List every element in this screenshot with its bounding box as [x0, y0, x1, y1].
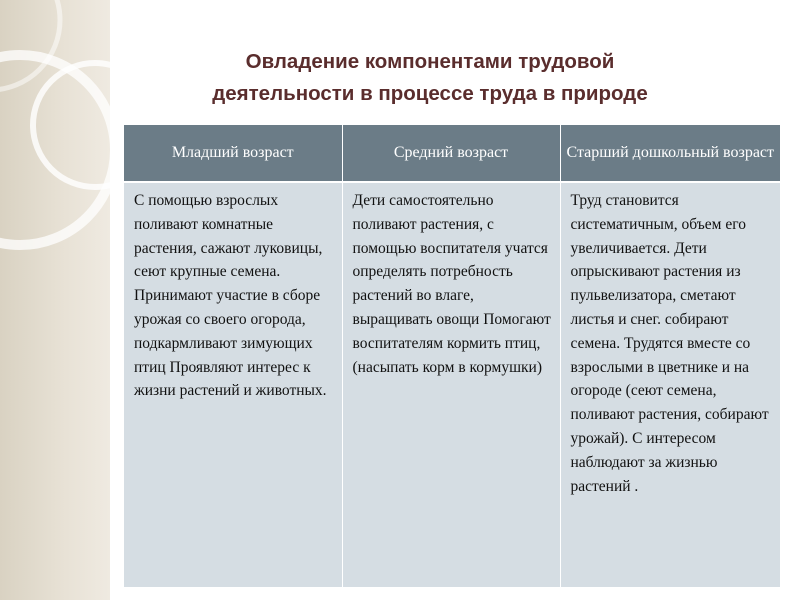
table-header-row	[124, 125, 780, 182]
header-middle-age: Средний возраст	[342, 125, 560, 182]
header-senior-preschool-age: Старший дошкольный возраст	[560, 125, 780, 182]
decorative-circles-icon	[0, 0, 110, 600]
decorative-side-band	[0, 0, 110, 600]
page-title	[130, 46, 730, 110]
table-row	[124, 182, 780, 587]
cell-junior-age: С помощью взрослых поливают комнатные растения, сажают луковицы, сеют крупные семена. Принимают участие в сборе урожая со своего огорода, подкармливают зимующих птиц Проявляют интерес к жизни растений и животных.	[124, 182, 342, 587]
title-line-2: деятельности в процессе труда в природе	[212, 82, 648, 105]
cell-senior-preschool-age: Труд становится систематичным, объем его увеличивается. Дети опрыскивают растения из пульвелизатора, сметают листья и снег. собирают семена. Трудятся вместе со взрослыми в цветнике и на огороде (сеют семена, поливают растения, собирают урожай). С интересом наблюдают за жизнью растений .	[560, 182, 780, 587]
age-groups-table	[124, 125, 780, 587]
header-junior-age: Младший возраст	[124, 125, 342, 182]
title-line-1: Овладение компонентами трудовой	[245, 50, 615, 73]
cell-middle-age: Дети самостоятельно поливают растения, с помощью воспитателя учатся определять потребность растений во влаге, выращивать овощи Помогают воспитателям кормить птиц, (насыпать корм в кормушки)	[342, 182, 560, 587]
